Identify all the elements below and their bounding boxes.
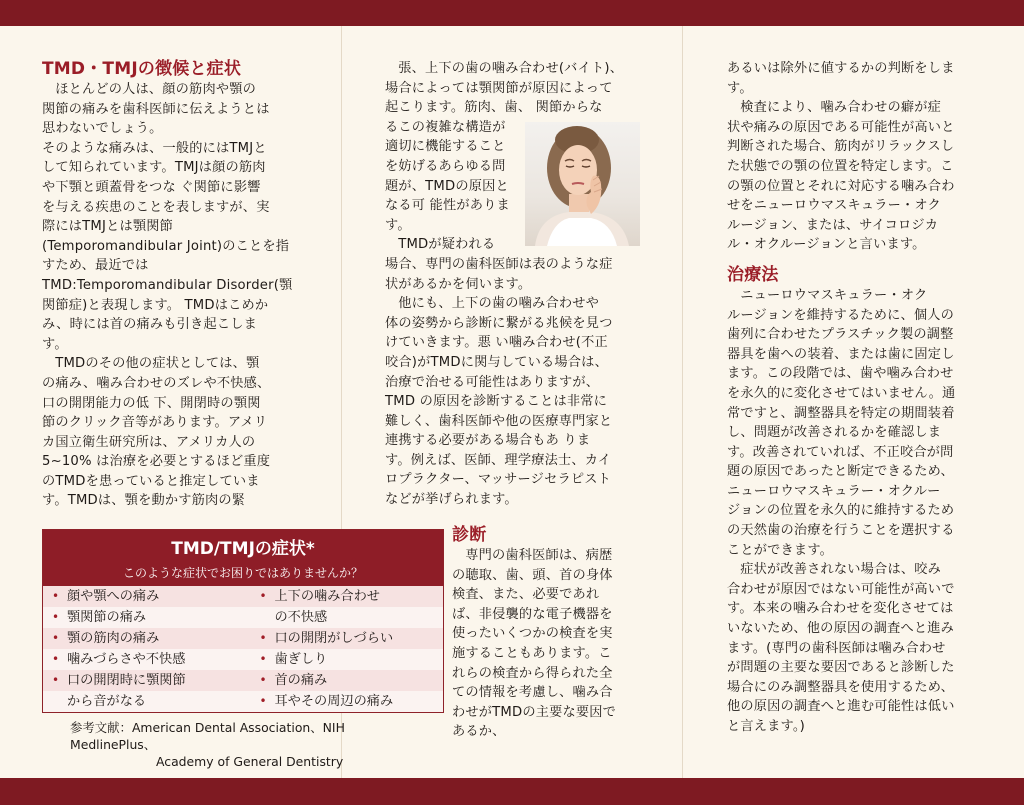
body-line: などが挙げられます。	[385, 492, 518, 508]
symptoms-header	[43, 530, 443, 586]
bullet-icon: •	[52, 673, 60, 687]
body-line: み、時には首の痛みも引き起こしま	[42, 317, 257, 333]
symptom-text: 歯ぎしり	[274, 652, 328, 667]
symptom-text: から音がなる	[67, 694, 147, 709]
body-line: ニューロウマスキュラー・オク	[740, 287, 928, 303]
reference-line: 参考文献：American Dental Association、NIH MedlinePlus、	[70, 720, 345, 752]
body-line: た状態での顎の位置を特定します。こ	[727, 158, 954, 174]
symptom-item-continued	[43, 691, 250, 712]
body-line: 合わせが原因ではない可能性が高いで	[727, 581, 955, 597]
symptom-row	[43, 607, 443, 628]
body-line: を与える疾患のことを表しますが、実	[42, 199, 270, 215]
bullet-icon: •	[259, 589, 267, 603]
body-line: して知られています。TMJは顔の筋肉	[42, 160, 266, 176]
body-line: なる可 能性がありま	[385, 198, 510, 214]
body-line: のTMDを患っていると推定していま	[42, 473, 260, 489]
symptom-row	[43, 586, 443, 607]
body-line: 他の原因の調査へと進む可能性は低い	[727, 699, 955, 715]
symptom-row	[43, 691, 443, 712]
body-line: を永久的に変化させてはいません。通	[727, 385, 956, 401]
body-line: の痛み、噛み合わせのズレや不快感、	[42, 375, 271, 391]
bullet-icon: •	[259, 694, 267, 708]
symptom-row	[43, 670, 443, 691]
body-line: ル・オクルージョンと言います。	[727, 237, 926, 253]
body-line: 口の開閉能力の低 下、開閉時の顎関	[42, 395, 261, 411]
body-line: 症状が改善されない場合は、咬み	[740, 562, 941, 578]
body-line: 使ったいくつかの検査を実	[452, 626, 613, 642]
body-line: 体の姿勢から診断に繋がる兆候を見つ	[385, 315, 613, 331]
symptoms-title: TMD/TMJの症状*	[171, 539, 315, 559]
body-line: 難しく、歯科医師や他の医療専門家と	[385, 413, 613, 429]
body-line: 関節症)と表現します。 TMDはこめか	[42, 297, 269, 313]
symptom-item-continued	[250, 607, 443, 628]
body-line: TMDのその他の症状としては、顎	[55, 356, 260, 372]
section-heading-signs: TMD・TMJの徴候と症状	[42, 59, 242, 79]
body-line: 状があるかを伺います。	[385, 276, 532, 292]
body-line: 施することもあります。こ	[452, 645, 612, 661]
symptom-text: 口の開閉時に顎関節	[67, 673, 186, 688]
symptom-text: 口の開閉がしづらい	[274, 631, 394, 646]
section-heading-treatment: 治療法	[727, 264, 779, 285]
woman-jaw-pain-image	[525, 122, 640, 246]
body-line: 場合、専門の歯科医師は表のような症	[385, 256, 613, 272]
body-line: 適切に機能すること	[385, 139, 506, 155]
body-line: 状や痛みの原因である可能性が高いと	[727, 119, 955, 135]
body-line: ます。(専門の歯科医師は噛み合わせ	[727, 640, 946, 656]
body-line: ば、非侵襲的な電子機器を	[452, 606, 613, 622]
symptom-item	[250, 670, 443, 691]
symptoms-list	[43, 586, 443, 712]
body-line: を妨げるあらゆる問	[385, 158, 506, 174]
body-line: TMD:Temporomandibular Disorder(顎	[42, 277, 293, 293]
body-line: 判断された場合、筋肉がリラックスし	[727, 139, 955, 155]
symptom-item	[43, 607, 250, 628]
body-line: 題が、TMDの原因と	[385, 178, 509, 194]
symptom-text: 顔や顎への痛み	[67, 589, 160, 604]
footer-band	[0, 778, 1024, 805]
symptom-text: 耳やその周辺の痛み	[274, 694, 394, 709]
body-line: るこの複雑な構造が	[385, 119, 506, 135]
body-line: TMDが疑われる	[398, 237, 496, 253]
body-line: 治療で治せる可能性はありますが、	[385, 374, 600, 390]
header-band	[0, 0, 1024, 26]
body-line: 常ですと、調整器具を特定の期間装着	[727, 405, 955, 421]
bullet-icon: •	[259, 631, 267, 645]
symptom-item	[43, 649, 250, 670]
body-line: 専門の歯科医師は、病歴	[465, 548, 613, 563]
symptom-row	[43, 628, 443, 649]
symptom-item	[43, 586, 250, 607]
body-line: ニューロウマスキュラー・オクルー	[727, 483, 941, 499]
body-line: す。改善されていれば、不正咬合が問	[727, 444, 954, 460]
body-line: 題の原因であったと断定できるため、	[727, 464, 954, 480]
body-line: 歯列に合わせたプラスチック製の調整	[727, 327, 954, 343]
body-line: 場合にのみ調整器具を使用するため、	[727, 679, 955, 695]
body-line: 思わないでしょう。	[42, 121, 163, 137]
body-line: 起こります。筋肉、歯、 関節からな	[385, 100, 603, 116]
body-line: す。例えば、医師、理学療法士、カイ	[385, 452, 612, 468]
body-line: れらの検査から得られた全	[452, 665, 613, 681]
symptom-text: の不快感	[274, 610, 328, 625]
body-line: の顎の位置とそれに対応する噛み合わ	[727, 178, 955, 194]
symptoms-box	[42, 529, 444, 713]
symptom-text: 上下の噛み合わせ	[274, 589, 380, 604]
body-line: そのような痛みは、一般的にはTMJと	[42, 140, 267, 156]
body-line: いないため、他の原因の調査へと進み	[727, 621, 955, 637]
body-line: し、問題が改善されるかを確認しま	[727, 425, 942, 441]
reference-line: Academy of General Dentistry	[156, 754, 344, 769]
body-line: あるか、	[452, 724, 506, 740]
body-line: ルージョン、または、サイコロジカ	[727, 217, 939, 233]
symptom-row	[43, 649, 443, 670]
references	[70, 719, 430, 770]
body-line: の天然歯の治療を行うことを選択する	[727, 523, 955, 539]
symptom-text: 噛みづらさや不快感	[67, 652, 186, 667]
symptom-text: 顎の筋肉の痛み	[67, 631, 160, 646]
body-line: ロプラクター、マッサージセラピスト	[385, 472, 612, 488]
bullet-icon: •	[52, 631, 60, 645]
bullet-icon: •	[52, 610, 60, 624]
symptom-text: 顎関節の痛み	[67, 610, 147, 625]
body-line: ルージョンを維持するために、個人の	[727, 307, 955, 323]
body-line: 場合によっては顎関節が原因によって	[385, 80, 613, 96]
body-line: 5~10% は治療を必要とするほど重度	[42, 454, 271, 470]
body-line: 関節の痛みを歯科医師に伝えようとは	[42, 101, 270, 117]
body-line: 張、上下の歯の噛み合わせ(バイト)、	[398, 61, 624, 76]
symptom-text: 首の痛み	[274, 673, 328, 688]
body-line: (Temporomandibular Joint)のことを指	[42, 238, 290, 254]
panel-fold-2	[682, 26, 683, 778]
body-line: ことができます。	[727, 542, 834, 558]
body-line: す。	[42, 336, 68, 352]
jaw-pain-photo	[525, 122, 640, 246]
body-line: 咬合)がTMDに関与している場合は、	[385, 354, 608, 370]
body-line: けていきます。悪 い噛み合わせ(不正	[385, 335, 608, 351]
bullet-icon: •	[52, 652, 60, 666]
column-treatment	[727, 59, 987, 737]
body-line: す。TMDは、顎を動かす筋肉の緊	[42, 493, 246, 509]
column-signs-symptoms	[42, 58, 334, 511]
section-heading-diagnosis: 診断	[452, 525, 487, 545]
body-line: ます。この段階では、歯や噛み合わせ	[727, 366, 954, 382]
body-line: す。本来の噛み合わせを変化させては	[727, 601, 954, 617]
symptom-item	[43, 670, 250, 691]
symptom-item	[250, 586, 443, 607]
bullet-icon: •	[259, 652, 267, 666]
body-line: す。	[385, 217, 411, 233]
body-line: の聴取、歯、頭、首の身体	[452, 567, 613, 583]
body-line: ジョンの位置を永久的に維持するため	[727, 503, 955, 519]
body-line: TMD の原因を診断することは非常に	[385, 394, 608, 410]
body-line: 連携する必要がある場合もあ りま	[385, 433, 591, 449]
body-line: すため、最近では	[42, 258, 149, 274]
body-line: 器具を歯への装着、または歯に固定し	[727, 346, 955, 362]
body-line: 他にも、上下の歯の噛み合わせや	[398, 296, 599, 312]
body-line: と言えます。)	[727, 719, 806, 734]
body-line: 検査により、噛み合わせの癖が症	[740, 100, 941, 116]
body-line: あるいは除外に値するかの判断をしま	[727, 61, 955, 76]
symptom-item	[250, 691, 443, 712]
body-line: 検査、また、必要であれ	[452, 587, 600, 603]
body-line: す。	[727, 80, 753, 96]
body-line: 節のクリック音等があります。アメリ	[42, 415, 268, 431]
bullet-icon: •	[259, 673, 267, 687]
body-line: せをニューロウマスキュラー・オク	[727, 198, 941, 214]
symptom-item	[250, 628, 443, 649]
body-line: が問題の主要な要因であると診断した	[727, 660, 955, 676]
body-line: ほとんどの人は、顔の筋肉や顎の	[55, 82, 256, 97]
body-line: や下顎と頭蓋骨をつな ぐ関節に影響	[42, 179, 261, 195]
symptom-item	[250, 649, 443, 670]
body-line: ての情報を考慮し、噛み合	[452, 685, 613, 701]
diagnosis-section	[452, 524, 652, 742]
bullet-icon: •	[52, 589, 60, 603]
body-line: 際にはTMJとは顎関節	[42, 219, 174, 235]
body-line: カ国立衛生研究所は、アメリカ人の	[42, 434, 256, 450]
body-line: わせがTMDの主要な要因で	[452, 704, 617, 720]
symptom-item	[43, 628, 250, 649]
symptoms-subtitle: このような症状でお困りではありませんか？	[122, 566, 363, 580]
